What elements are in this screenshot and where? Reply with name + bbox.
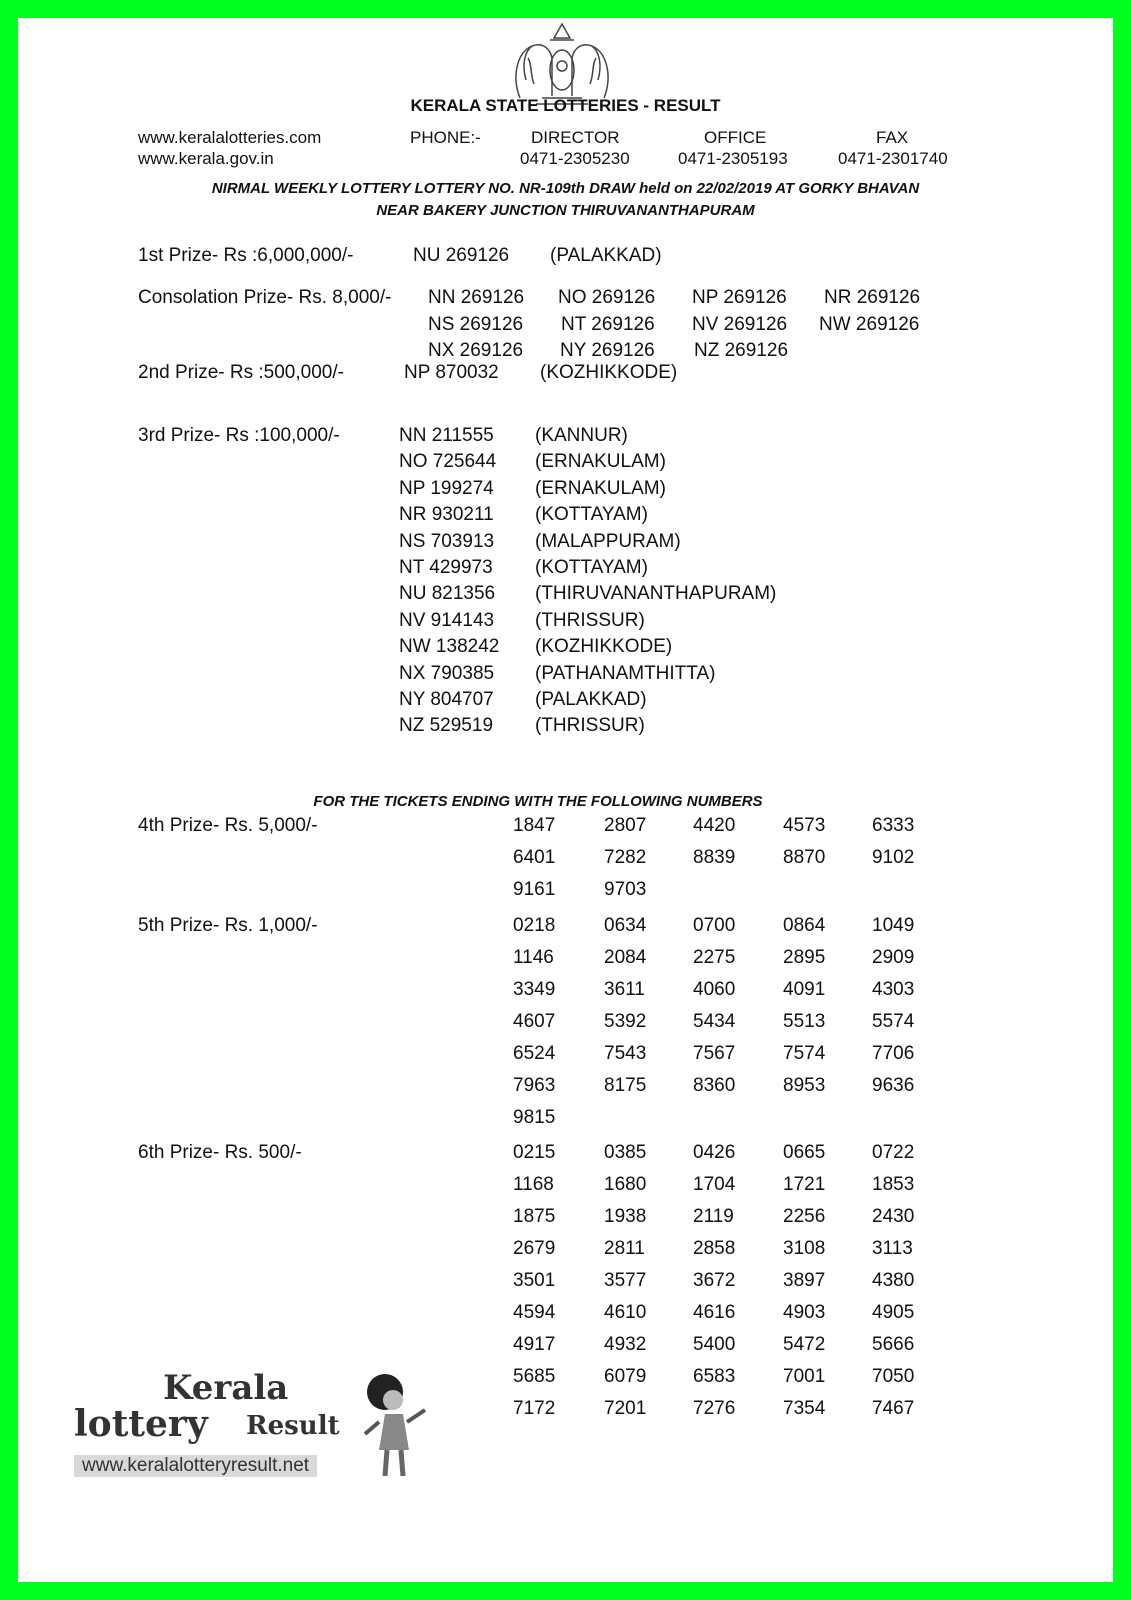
- first-prize-place: (PALAKKAD): [550, 245, 662, 266]
- ticket-ending-number: 5472: [783, 1334, 826, 1355]
- third-prize-ticket: NX 790385: [399, 662, 495, 684]
- fifth-prize-label: 5th Prize- Rs. 1,000/-: [138, 915, 318, 936]
- ticket-ending-number: 7172: [513, 1398, 556, 1419]
- ticket-ending-number: 9636: [872, 1075, 915, 1096]
- consolation-ticket: NN 269126: [428, 287, 525, 308]
- ticket-ending-number: 7282: [604, 847, 647, 868]
- ticket-ending-number: 3349: [513, 979, 556, 1000]
- consolation-ticket: NP 269126: [692, 287, 787, 308]
- consolation-ticket: NV 269126: [692, 314, 788, 335]
- ticket-ending-number: 8175: [604, 1075, 647, 1096]
- ticket-ending-number: 3501: [513, 1270, 556, 1291]
- consolation-ticket: NT 269126: [561, 314, 655, 335]
- ticket-ending-number: 4932: [604, 1334, 647, 1355]
- ticket-ending-number: 4420: [693, 815, 736, 836]
- first-prize-ticket: NU 269126: [413, 245, 510, 266]
- ticket-ending-number: 3113: [872, 1238, 913, 1259]
- ticket-ending-number: 5400: [693, 1334, 736, 1355]
- office-label: OFFICE: [704, 128, 767, 147]
- ticket-ending-number: 7467: [872, 1398, 915, 1419]
- office-phone: 0471-2305193: [678, 149, 788, 168]
- ticket-ending-number: 2119: [693, 1206, 734, 1227]
- ticket-ending-number: 2256: [783, 1206, 826, 1227]
- ticket-ending-number: 2811: [604, 1238, 645, 1259]
- ticket-ending-number: 7276: [693, 1398, 736, 1419]
- second-prize-label: 2nd Prize- Rs :500,000/-: [138, 362, 344, 383]
- ticket-ending-number: 0634: [604, 915, 647, 936]
- second-prize-ticket: NP 870032: [404, 362, 499, 383]
- ticket-ending-number: 6333: [872, 815, 915, 836]
- ticket-ending-number: 2909: [872, 947, 915, 968]
- logo-word-lottery: lottery: [74, 1403, 208, 1445]
- ticket-ending-number: 7201: [604, 1398, 647, 1419]
- ticket-ending-number: 5666: [872, 1334, 915, 1355]
- third-prize-label: 3rd Prize- Rs :100,000/-: [138, 425, 340, 446]
- ticket-ending-number: 3897: [783, 1270, 826, 1291]
- consolation-ticket: NR 269126: [824, 287, 921, 308]
- ticket-ending-number: 6583: [693, 1366, 736, 1387]
- ticket-ending-number: 5574: [872, 1011, 915, 1032]
- ticket-ending-number: 0864: [783, 915, 826, 936]
- third-prize-ticket: NS 703913: [399, 530, 495, 552]
- ticket-ending-number: 0385: [604, 1142, 647, 1163]
- ticket-ending-number: 4060: [693, 979, 736, 1000]
- ticket-ending-number: 3611: [604, 979, 645, 1000]
- ticket-ending-number: 8360: [693, 1075, 736, 1096]
- ticket-ending-number: 4610: [604, 1302, 647, 1323]
- ticket-ending-number: 2807: [604, 815, 647, 836]
- ticket-ending-number: 1049: [872, 915, 915, 936]
- consolation-ticket: NY 269126: [560, 340, 655, 361]
- ticket-ending-number: 4903: [783, 1302, 826, 1323]
- third-prize-place: (THIRUVANANTHAPURAM): [535, 583, 777, 605]
- ticket-ending-number: 5685: [513, 1366, 556, 1387]
- third-prize-ticket: NU 821356: [399, 583, 496, 605]
- ticket-ending-number: 0665: [783, 1142, 826, 1163]
- ticket-ending-number: 2430: [872, 1206, 915, 1227]
- consolation-ticket: NZ 269126: [694, 340, 789, 361]
- third-prize-place: (KANNUR): [535, 425, 628, 446]
- ticket-ending-number: 5434: [693, 1011, 736, 1032]
- ticket-ending-number: 0700: [693, 915, 736, 936]
- ticket-ending-number: 4091: [783, 979, 826, 1000]
- ticket-ending-number: 2858: [693, 1238, 736, 1259]
- ticket-ending-number: 1721: [783, 1174, 826, 1195]
- third-prize-place: (PATHANAMTHITTA): [535, 662, 716, 684]
- ticket-ending-number: 6401: [513, 847, 556, 868]
- third-prize-ticket: NZ 529519: [399, 715, 494, 737]
- ticket-ending-number: 3672: [693, 1270, 736, 1291]
- ticket-ending-number: 7543: [604, 1043, 647, 1064]
- ticket-ending-number: 9815: [513, 1107, 556, 1128]
- third-prize-place: (KOZHIKKODE): [535, 636, 673, 658]
- third-prize-place: (KOTTAYAM): [535, 504, 648, 526]
- second-prize-place: (KOZHIKKODE): [540, 362, 678, 383]
- logo-word-kerala: Kerala: [163, 1368, 289, 1408]
- third-prize-place: (THRISSUR): [535, 609, 645, 631]
- consolation-ticket: NX 269126: [428, 340, 524, 361]
- logo-url[interactable]: www.keralalotteryresult.net: [74, 1455, 317, 1477]
- ticket-ending-number: 7963: [513, 1075, 556, 1096]
- tickets-ending-note: FOR THE TICKETS ENDING WITH THE FOLLOWING NUMBERS: [313, 793, 763, 810]
- ticket-ending-number: 7001: [783, 1366, 826, 1387]
- third-prize-place: (MALAPPURAM): [535, 530, 681, 552]
- ticket-ending-number: 4380: [872, 1270, 915, 1291]
- website-link[interactable]: www.kerala.gov.in: [138, 149, 274, 168]
- ticket-ending-number: 0218: [513, 915, 556, 936]
- consolation-ticket: NS 269126: [428, 314, 524, 335]
- ticket-ending-number: 8839: [693, 847, 736, 868]
- page-title: KERALA STATE LOTTERIES - RESULT: [410, 96, 721, 115]
- ticket-ending-number: 1853: [872, 1174, 915, 1195]
- third-prize-ticket: NW 138242: [399, 636, 500, 658]
- ticket-ending-number: 1847: [513, 815, 556, 836]
- ticket-ending-number: 2084: [604, 947, 647, 968]
- fax-label: FAX: [876, 128, 909, 147]
- ticket-ending-number: 4917: [513, 1334, 556, 1355]
- director-label: DIRECTOR: [531, 128, 620, 147]
- ticket-ending-number: 6079: [604, 1366, 647, 1387]
- director-phone: 0471-2305230: [520, 149, 630, 168]
- consolation-ticket: NW 269126: [819, 314, 920, 335]
- third-prize-ticket: NO 725644: [399, 451, 497, 473]
- ticket-ending-number: 4573: [783, 815, 826, 836]
- ticket-ending-number: 6524: [513, 1043, 556, 1064]
- ticket-ending-number: 4607: [513, 1011, 556, 1032]
- fourth-prize-label: 4th Prize- Rs. 5,000/-: [138, 815, 318, 836]
- ticket-ending-number: 9102: [872, 847, 915, 868]
- ticket-ending-number: 7567: [693, 1043, 736, 1064]
- ticket-ending-number: 1704: [693, 1174, 736, 1195]
- consolation-ticket: NO 269126: [558, 287, 656, 308]
- fax-phone: 0471-2301740: [838, 149, 948, 168]
- ticket-ending-number: 9161: [513, 879, 556, 900]
- ticket-ending-number: 2895: [783, 947, 826, 968]
- ticket-ending-number: 5513: [783, 1011, 826, 1032]
- ticket-ending-number: 9703: [604, 879, 647, 900]
- ticket-ending-number: 0722: [872, 1142, 915, 1163]
- third-prize-place: (KOTTAYAM): [535, 557, 648, 578]
- ticket-ending-number: 4594: [513, 1302, 556, 1323]
- logo-word-result: Result: [246, 1411, 340, 1441]
- third-prize-ticket: NR 930211: [399, 504, 494, 526]
- draw-venue: NEAR BAKERY JUNCTION THIRUVANANTHAPURAM: [376, 202, 755, 219]
- ticket-ending-number: 8953: [783, 1075, 826, 1096]
- mascot-icon: [363, 1370, 433, 1480]
- first-prize-label: 1st Prize- Rs :6,000,000/-: [138, 245, 354, 266]
- ticket-ending-number: 8870: [783, 847, 826, 868]
- phone-label: PHONE:-: [410, 128, 481, 147]
- ticket-ending-number: 4616: [693, 1302, 736, 1323]
- ticket-ending-number: 1875: [513, 1206, 556, 1227]
- third-prize-place: (THRISSUR): [535, 715, 645, 737]
- ticket-ending-number: 1938: [604, 1206, 647, 1227]
- ticket-ending-number: 1168: [513, 1174, 554, 1195]
- third-prize-place: (PALAKKAD): [535, 689, 647, 710]
- third-prize-ticket: NN 211555: [399, 425, 494, 446]
- ticket-ending-number: 1146: [513, 947, 554, 968]
- ticket-ending-number: 5392: [604, 1011, 647, 1032]
- third-prize-ticket: NY 804707: [399, 689, 494, 710]
- third-prize-ticket: NV 914143: [399, 609, 495, 631]
- third-prize-place: (ERNAKULAM): [535, 477, 666, 499]
- ticket-ending-number: 2679: [513, 1238, 556, 1259]
- ticket-ending-number: 4303: [872, 979, 915, 1000]
- ticket-ending-number: 3108: [783, 1238, 826, 1259]
- third-prize-ticket: NP 199274: [399, 477, 494, 499]
- ticket-ending-number: 3577: [604, 1270, 647, 1291]
- ticket-ending-number: 4905: [872, 1302, 915, 1323]
- consolation-prize-label: Consolation Prize- Rs. 8,000/-: [138, 287, 392, 308]
- ticket-ending-number: 0215: [513, 1142, 556, 1163]
- ticket-ending-number: 7706: [872, 1043, 915, 1064]
- ticket-ending-number: 1680: [604, 1174, 647, 1195]
- ticket-ending-number: 0426: [693, 1142, 736, 1163]
- ticket-ending-number: 7354: [783, 1398, 826, 1419]
- ticket-ending-number: 2275: [693, 947, 736, 968]
- ticket-ending-number: 7050: [872, 1366, 915, 1387]
- result-sheet: [18, 18, 1113, 1582]
- ticket-ending-number: 7574: [783, 1043, 826, 1064]
- draw-info: NIRMAL WEEKLY LOTTERY LOTTERY NO. NR-109th DRAW held on 22/02/2019 AT GORKY BHAVAN: [211, 180, 920, 197]
- third-prize-ticket: NT 429973: [399, 557, 493, 578]
- website-link[interactable]: www.keralalotteries.com: [138, 128, 322, 147]
- sixth-prize-label: 6th Prize- Rs. 500/-: [138, 1142, 302, 1163]
- third-prize-place: (ERNAKULAM): [535, 451, 666, 473]
